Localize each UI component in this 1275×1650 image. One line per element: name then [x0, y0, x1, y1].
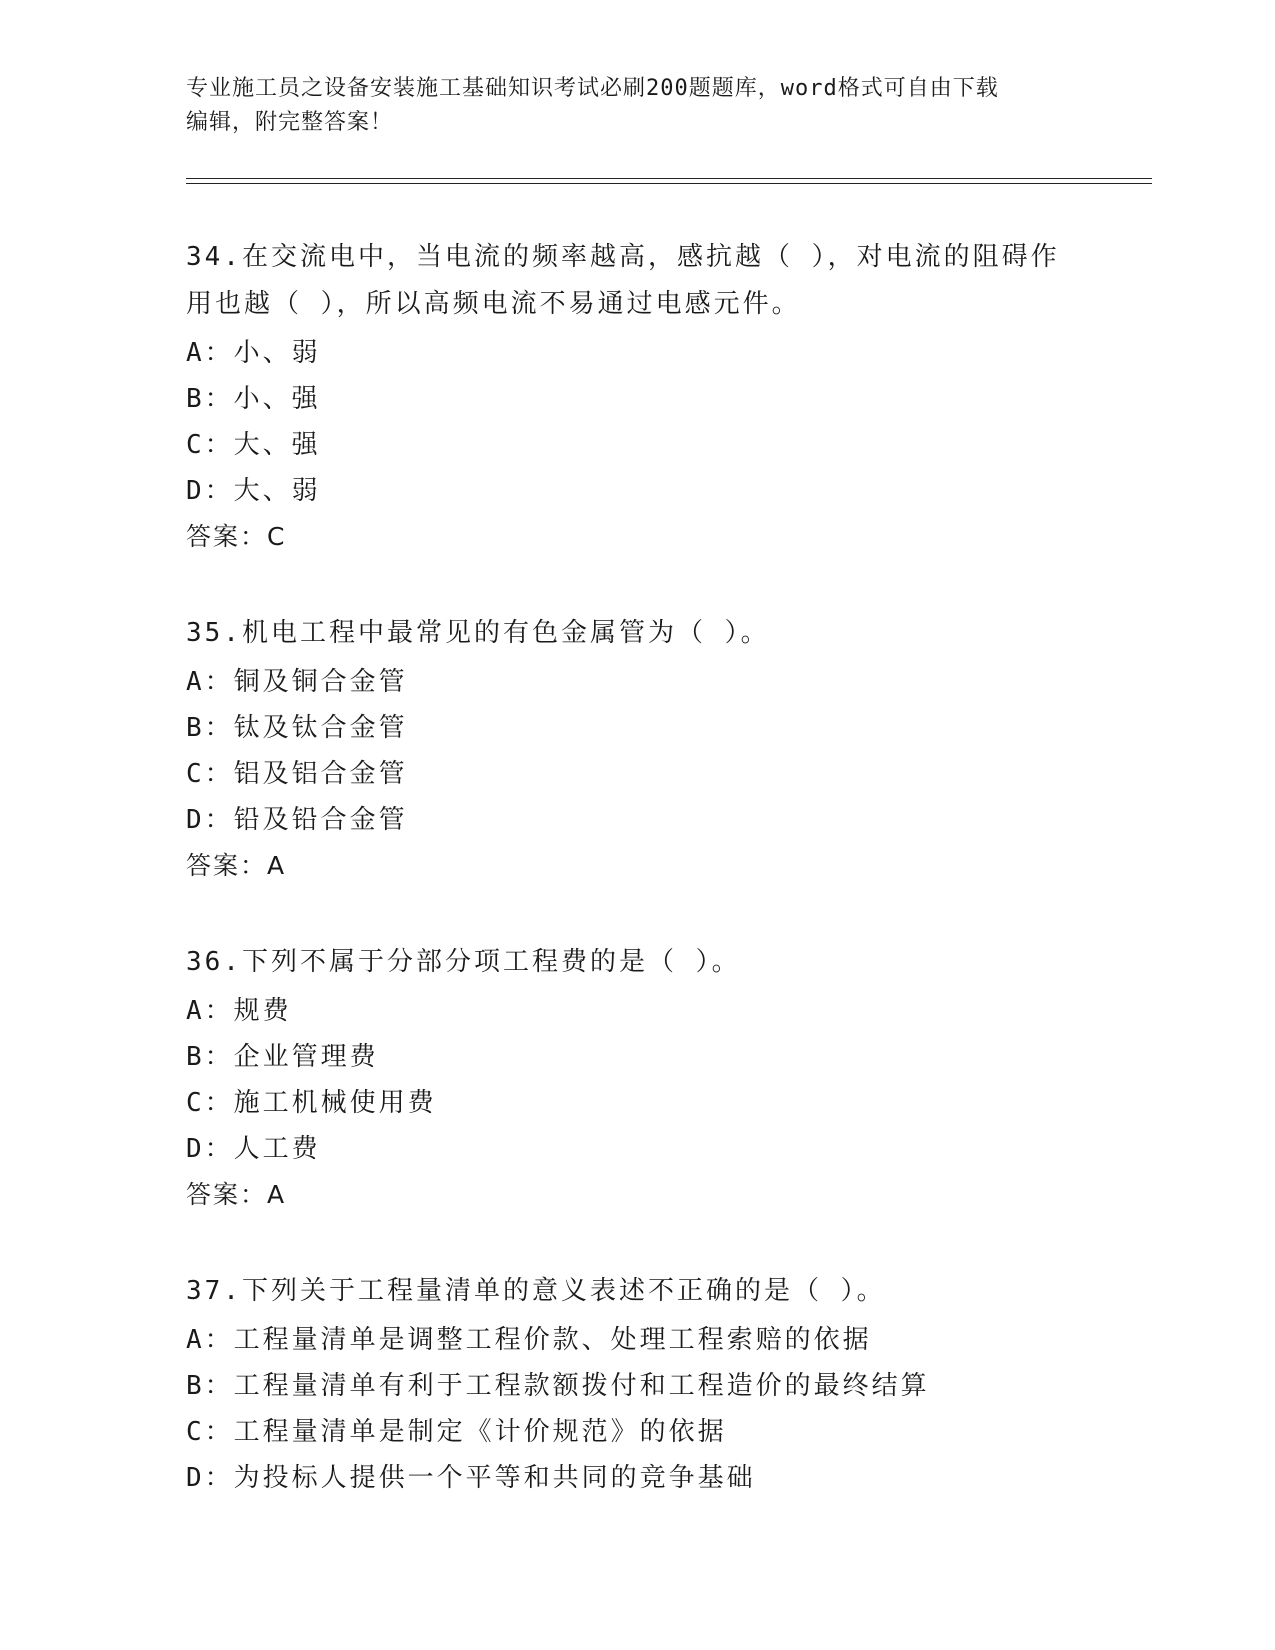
option-b [186, 1034, 1086, 1080]
document-header [186, 72, 1086, 140]
option-key: B： [186, 1371, 234, 1401]
option-d [186, 1126, 1086, 1172]
option-key: A： [186, 996, 234, 1026]
question-37 [186, 1268, 1086, 1501]
option-text: 工程量清单是调整工程价款、处理工程索赔的依据 [233, 1325, 872, 1355]
option-a [186, 659, 1086, 705]
answer-line: 答案：A [186, 851, 287, 880]
option-d [186, 1455, 1086, 1501]
option-text: 工程量清单是制定《计价规范》的依据 [233, 1417, 727, 1447]
option-c [186, 1409, 1086, 1455]
option-list [186, 1317, 1086, 1501]
option-key: D： [186, 1463, 234, 1493]
option-text: 工程量清单有利于工程款额拨付和工程造价的最终结算 [233, 1371, 930, 1401]
question-stem [186, 939, 1086, 986]
option-a [186, 988, 1086, 1034]
option-key: A： [186, 338, 234, 368]
answer-line: 答案：C [186, 522, 287, 551]
option-b [186, 1363, 1086, 1409]
option-key: C： [186, 430, 234, 460]
option-list [186, 330, 1086, 514]
option-key: B： [186, 384, 234, 414]
question-36 [186, 939, 1086, 1218]
option-d [186, 468, 1086, 514]
option-key: A： [186, 1325, 234, 1355]
question-stem-line: 37.下列关于工程量清单的意义表述不正确的是（ ）。 [186, 1276, 886, 1306]
option-key: D： [186, 476, 234, 506]
option-text: 大、弱 [233, 476, 321, 506]
header-divider-top [186, 178, 1152, 179]
header-line-1: 专业施工员之设备安装施工基础知识考试必刷200题题库，word格式可自由下载 [186, 76, 999, 101]
option-text: 大、强 [233, 430, 321, 460]
option-key: A： [186, 667, 234, 697]
question-stem-line: 34.在交流电中，当电流的频率越高，感抗越（ ），对电流的阻碍作 [186, 242, 1060, 272]
option-text: 小、弱 [233, 338, 321, 368]
option-d [186, 797, 1086, 843]
option-key: B： [186, 713, 234, 743]
question-34 [186, 234, 1086, 560]
question-stem-line: 36.下列不属于分部分项工程费的是（ ）。 [186, 947, 741, 977]
answer-line: 答案：A [186, 1180, 287, 1209]
option-a [186, 330, 1086, 376]
question-stem-line: 用也越（ ），所以高频电流不易通过电感元件。 [186, 289, 801, 319]
option-c [186, 1080, 1086, 1126]
question-35 [186, 610, 1086, 889]
option-text: 企业管理费 [233, 1042, 379, 1072]
question-stem [186, 234, 1086, 328]
option-c [186, 422, 1086, 468]
option-list [186, 659, 1086, 843]
option-b [186, 376, 1086, 422]
option-c [186, 751, 1086, 797]
option-text: 规费 [233, 996, 292, 1026]
option-text: 钛及钛合金管 [233, 713, 408, 743]
option-key: C： [186, 1088, 234, 1118]
option-text: 铜及铜合金管 [233, 667, 408, 697]
option-text: 施工机械使用费 [233, 1088, 437, 1118]
question-stem [186, 610, 1086, 657]
option-key: B： [186, 1042, 234, 1072]
option-key: D： [186, 1134, 234, 1164]
option-key: C： [186, 1417, 234, 1447]
option-list [186, 988, 1086, 1172]
header-line-2: 编辑，附完整答案！ [186, 110, 394, 135]
option-text: 铝及铝合金管 [233, 759, 408, 789]
option-text: 人工费 [233, 1134, 321, 1164]
option-key: C： [186, 759, 234, 789]
question-list [186, 234, 1086, 1551]
option-key: D： [186, 805, 234, 835]
question-stem-line: 35.机电工程中最常见的有色金属管为（ ）。 [186, 618, 770, 648]
question-stem [186, 1268, 1086, 1315]
option-text: 为投标人提供一个平等和共同的竞争基础 [233, 1463, 756, 1493]
option-b [186, 705, 1086, 751]
header-divider-bottom [186, 183, 1152, 184]
option-text: 小、强 [233, 384, 321, 414]
option-a [186, 1317, 1086, 1363]
option-text: 铅及铅合金管 [233, 805, 408, 835]
